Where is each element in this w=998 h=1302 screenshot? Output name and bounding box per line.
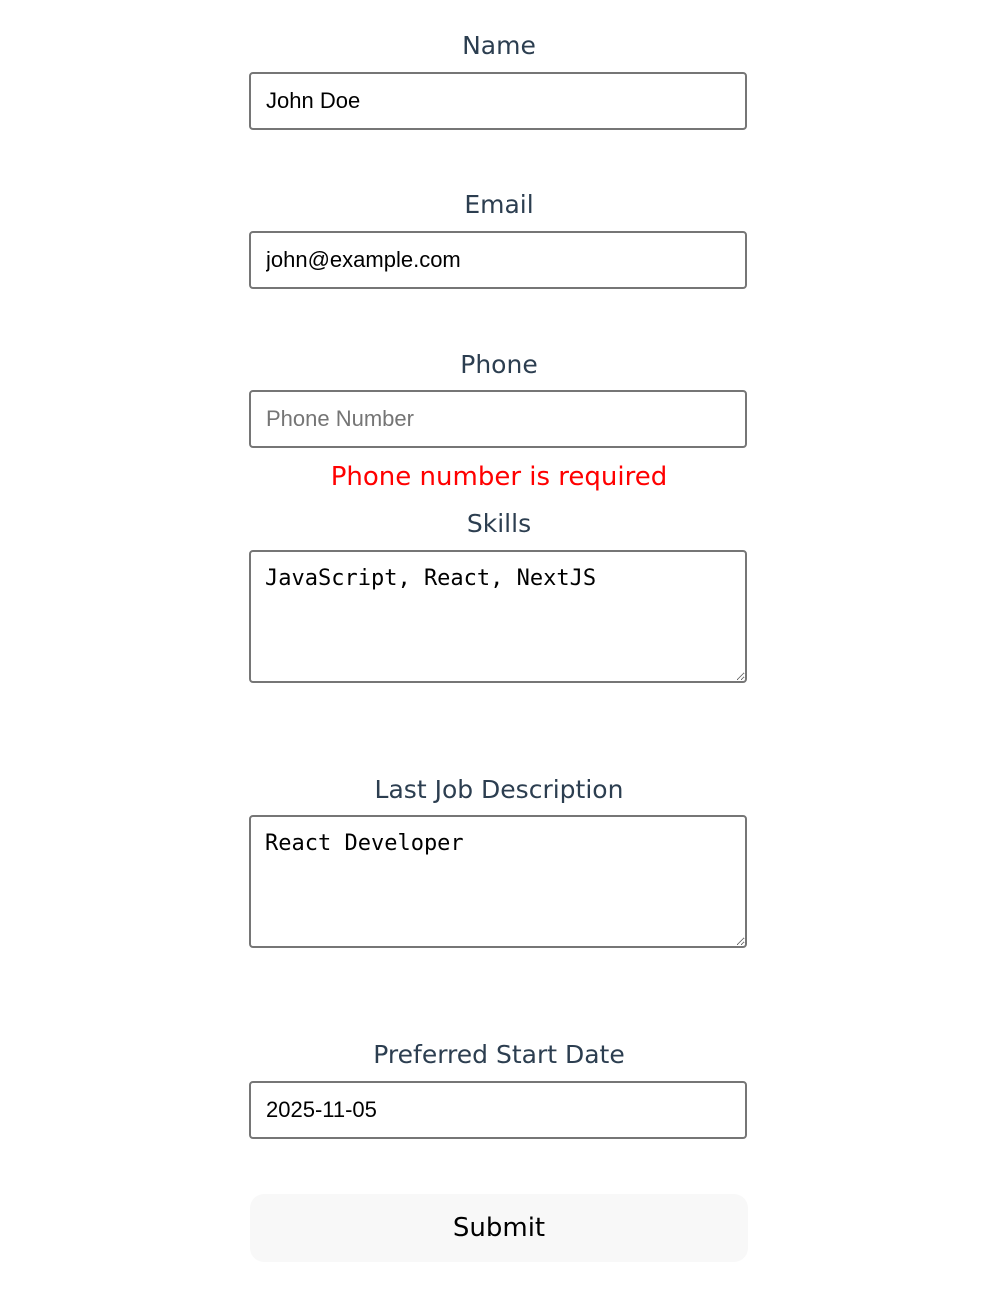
start-date-input[interactable] (249, 1081, 747, 1139)
last-job-textarea[interactable] (249, 815, 747, 948)
submit-button[interactable]: Submit (250, 1194, 748, 1262)
phone-error-message: Phone number is required (330, 462, 668, 492)
phone-input[interactable] (249, 390, 747, 448)
email-input[interactable] (249, 231, 747, 289)
start-date-label: Preferred Start Date (373, 1040, 625, 1069)
email-label: Email (464, 190, 534, 219)
skills-textarea[interactable] (249, 550, 747, 683)
name-input[interactable] (249, 72, 747, 130)
last-job-label: Last Job Description (374, 775, 624, 804)
phone-label: Phone (460, 350, 538, 379)
skills-label: Skills (466, 509, 532, 538)
name-label: Name (462, 31, 536, 60)
